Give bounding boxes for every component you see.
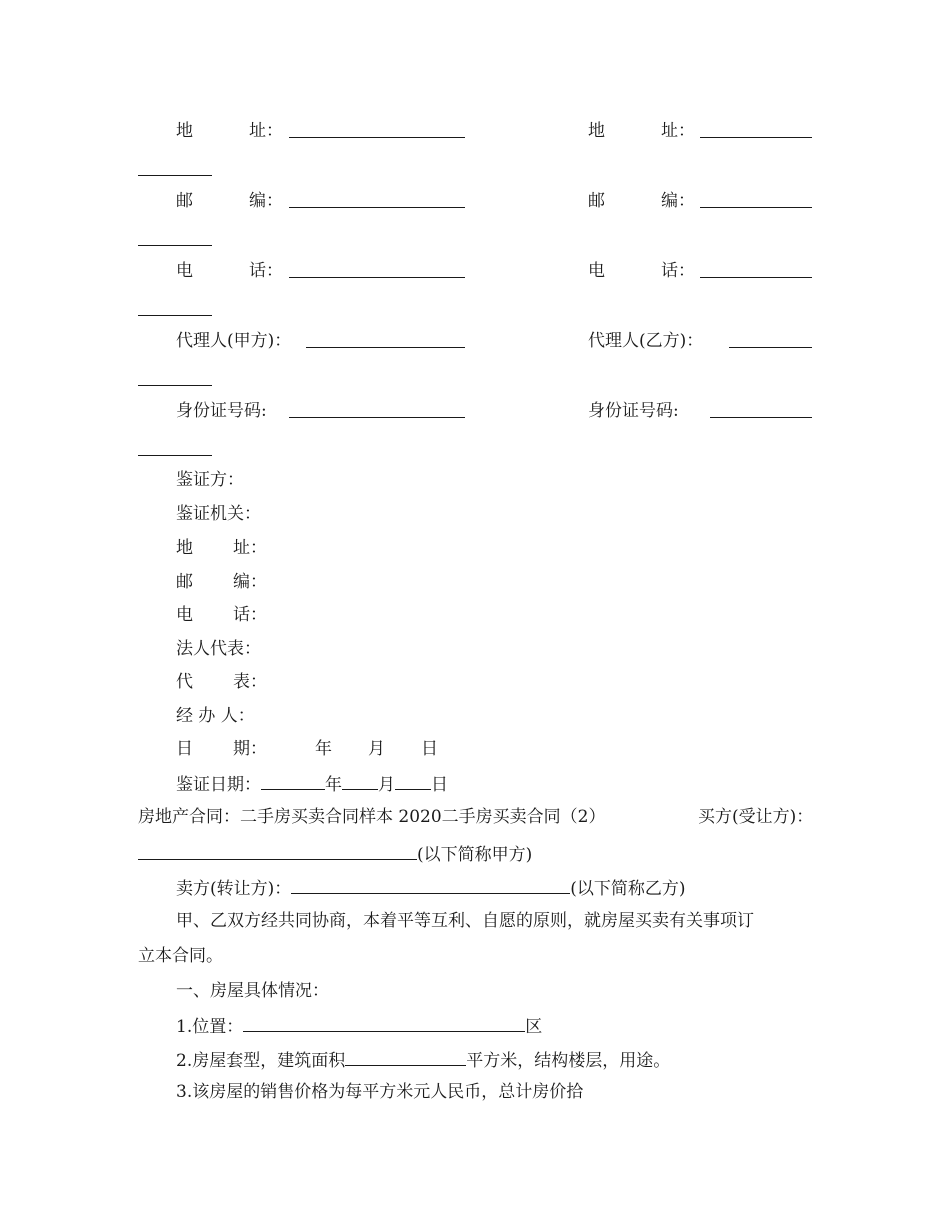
label-char: 址： xyxy=(661,121,695,141)
item-3-row: 3.该房屋的销售价格为每平方米元人民币，总计房价拾 xyxy=(176,1082,584,1102)
item-1-label: 1.位置： xyxy=(176,1017,244,1037)
preamble-line-2: 立本合同。 xyxy=(138,946,223,966)
seller-suffix: (以下简称乙方) xyxy=(570,879,686,899)
label-char: 编： xyxy=(661,191,695,211)
party-a-address-field[interactable] xyxy=(289,119,465,145)
preamble-line-1: 甲、乙双方经共同协商，本着平等互利、自愿的原则，就房屋买卖有关事项订 xyxy=(176,911,754,931)
date-month: 月 xyxy=(368,739,385,759)
party-a-postcode-field[interactable] xyxy=(289,189,465,215)
wrap-underline xyxy=(138,315,212,316)
label-char: 邮 xyxy=(588,191,605,211)
notary-handler-label: 经 办 人： xyxy=(176,706,255,726)
label-char: 电 xyxy=(588,261,605,281)
party-a-address-label xyxy=(176,119,283,143)
label-char: 编： xyxy=(233,572,267,592)
label-char: 地 xyxy=(588,121,605,141)
buyer-suffix: (以下简称甲方) xyxy=(417,845,533,865)
item-2-label: 2.房屋套型，建筑面积 xyxy=(176,1051,346,1071)
notary-year-field[interactable] xyxy=(261,771,325,790)
label-char: 址： xyxy=(249,121,283,141)
label-char: 话： xyxy=(661,261,695,281)
label-char: 编： xyxy=(249,191,283,211)
label-char: 话： xyxy=(249,261,283,281)
party-b-address-label xyxy=(588,119,695,143)
buyer-row xyxy=(138,841,532,867)
label-char: 地 xyxy=(176,538,193,558)
notary-date-label-text: 鉴证日期： xyxy=(176,775,261,795)
party-b-agent-field[interactable] xyxy=(729,329,812,355)
wrap-underline xyxy=(138,385,212,386)
label-char: 地 xyxy=(176,121,193,141)
notary-title: 鉴证方： xyxy=(176,470,244,490)
seller-label: 卖方(转让方)： xyxy=(176,879,292,899)
section-1-heading: 一、房屋具体情况： xyxy=(176,981,329,1001)
notary-address-label xyxy=(176,536,267,560)
wrap-underline xyxy=(138,455,212,456)
date-year: 年 xyxy=(315,739,332,759)
item-1-suffix: 区 xyxy=(525,1017,543,1037)
label-char: 话： xyxy=(233,605,267,625)
seller-field[interactable] xyxy=(291,875,570,894)
party-b-phone-field[interactable] xyxy=(700,259,812,285)
item-2-row xyxy=(176,1047,670,1073)
buyer-field[interactable] xyxy=(138,841,417,860)
label-char: 址： xyxy=(233,538,267,558)
party-a-phone-field[interactable] xyxy=(289,259,465,285)
party-a-postcode-label xyxy=(176,189,283,213)
party-b-id-label: 身份证号码: xyxy=(588,401,679,421)
notary-month: 月 xyxy=(378,775,395,795)
notary-date-label xyxy=(176,737,438,761)
label-char: 邮 xyxy=(176,572,193,592)
item-1-row xyxy=(176,1013,542,1039)
wrap-underline xyxy=(138,245,212,246)
item-2-suffix: 平方米，结构楼层，用途。 xyxy=(466,1051,671,1071)
label-char: 期： xyxy=(233,739,267,759)
label-char: 电 xyxy=(176,605,193,625)
contract-heading: 房地产合同：二手房买卖合同样本 2020二手房买卖合同（2） xyxy=(138,807,606,827)
party-b-id-field[interactable] xyxy=(710,399,812,425)
party-a-agent-field[interactable] xyxy=(306,329,465,355)
notary-agency-label: 鉴证机关： xyxy=(176,504,261,524)
party-a-id-label: 身份证号码: xyxy=(176,401,267,421)
party-a-agent-label: 代理人(甲方)： xyxy=(176,331,292,351)
party-b-postcode-field[interactable] xyxy=(700,189,812,215)
label-char: 邮 xyxy=(176,191,193,211)
item-1-field[interactable] xyxy=(243,1013,525,1032)
notary-year: 年 xyxy=(325,775,342,795)
wrap-underline xyxy=(138,175,212,176)
notary-phone-label xyxy=(176,603,267,627)
item-2-field[interactable] xyxy=(345,1047,466,1066)
party-b-address-field[interactable] xyxy=(700,119,812,145)
label-char: 日 xyxy=(176,739,193,759)
notary-month-field[interactable] xyxy=(342,771,378,790)
date-day: 日 xyxy=(421,739,438,759)
party-a-phone-label xyxy=(176,259,283,283)
notary-postcode-label xyxy=(176,570,267,594)
notary-day: 日 xyxy=(431,775,448,795)
notary-rep-label xyxy=(176,670,267,694)
party-b-phone-label xyxy=(588,259,695,283)
seller-row xyxy=(176,875,686,901)
notary-day-field[interactable] xyxy=(395,771,431,790)
label-char: 电 xyxy=(176,261,193,281)
notary-legal-rep-label: 法人代表： xyxy=(176,639,261,659)
buyer-label: 买方(受让方)： xyxy=(698,807,814,827)
label-char: 代 xyxy=(176,672,193,692)
notary-date-row xyxy=(176,771,448,797)
party-b-agent-label: 代理人(乙方)： xyxy=(588,331,704,351)
party-a-id-field[interactable] xyxy=(289,399,465,425)
label-char: 表： xyxy=(233,672,267,692)
party-b-postcode-label xyxy=(588,189,695,213)
